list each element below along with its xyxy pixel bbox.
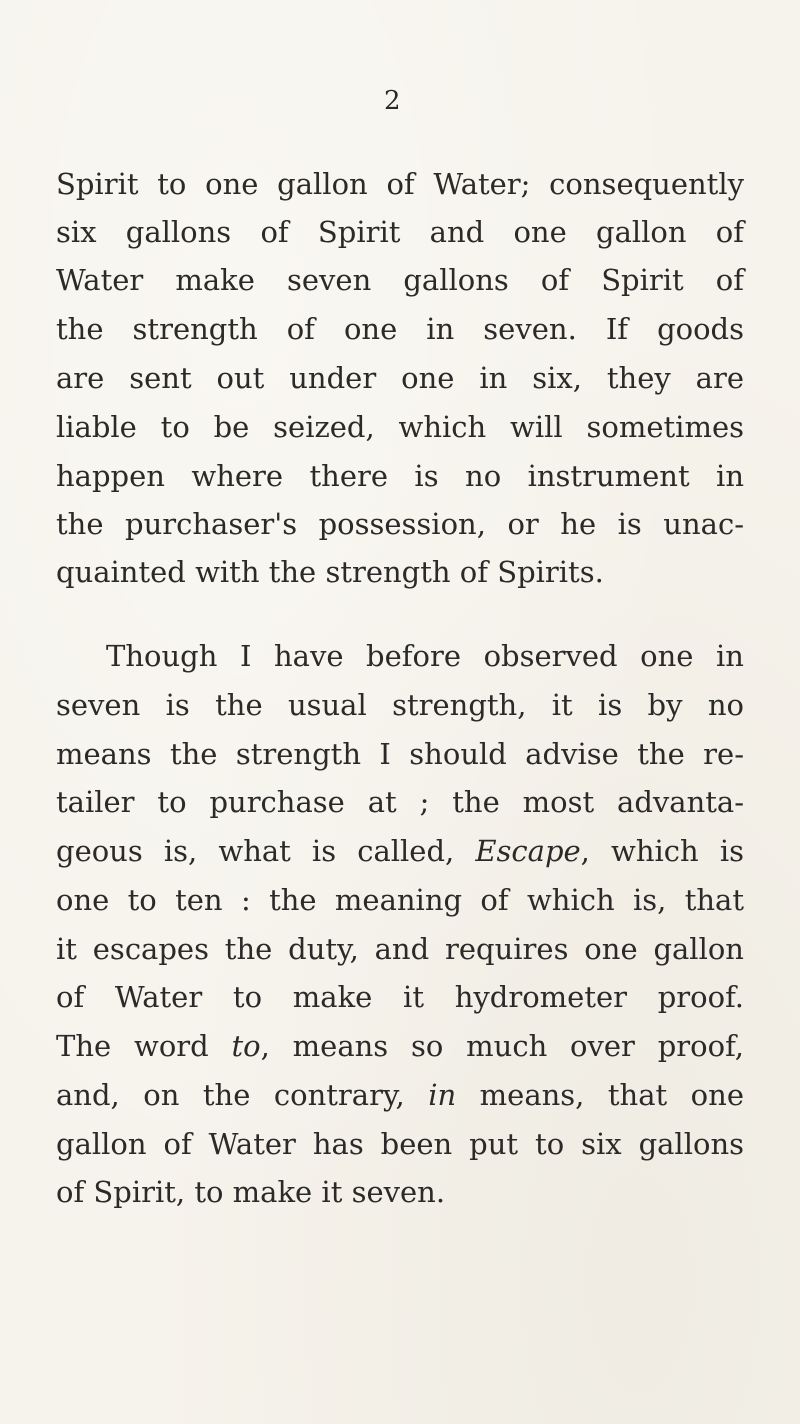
text-segment: , which is bbox=[580, 834, 744, 868]
italic-term-to: to bbox=[231, 1029, 261, 1063]
text-line: happen where there is no instrument in bbox=[56, 459, 744, 493]
text-line: the strength of one in seven. If goods bbox=[56, 312, 744, 346]
text-line bbox=[56, 1029, 744, 1063]
text-line: liable to be seized, which will sometimes bbox=[56, 410, 744, 444]
text-line: Though I have before observed one in bbox=[106, 639, 744, 673]
text-line bbox=[56, 834, 744, 868]
text-line: gallon of Water has been put to six gallons bbox=[56, 1127, 744, 1161]
text-segment: geous is, what is called, bbox=[56, 834, 476, 868]
text-line: it escapes the duty, and requires one gallon bbox=[56, 932, 744, 966]
text-line: one to ten : the meaning of which is, that bbox=[56, 883, 744, 917]
text-segment: , means so much over proof, bbox=[260, 1029, 744, 1063]
text-segment: and, on the contrary, bbox=[56, 1078, 429, 1112]
text-line: of Water to make it hydrometer proof. bbox=[56, 980, 744, 1014]
italic-term-escape: Escape bbox=[475, 834, 581, 868]
text-line: the purchaser's possession, or he is unac- bbox=[56, 507, 744, 541]
text-line bbox=[56, 1078, 744, 1112]
text-line: are sent out under one in six, they are bbox=[56, 361, 744, 395]
text-line: Spirit to one gallon of Water; consequently bbox=[56, 167, 744, 201]
text-line: seven is the usual strength, it is by no bbox=[56, 688, 744, 722]
text-line: of Spirit, to make it seven. bbox=[56, 1175, 446, 1209]
text-segment: The word bbox=[56, 1029, 232, 1063]
text-line: quainted with the strength of Spirits. bbox=[56, 555, 604, 589]
text-segment: means, that one bbox=[456, 1078, 744, 1112]
italic-term-in: in bbox=[428, 1078, 457, 1112]
text-line: six gallons of Spirit and one gallon of bbox=[56, 215, 744, 249]
text-line: Water make seven gallons of Spirit of bbox=[56, 263, 744, 297]
page-number: 2 bbox=[384, 86, 401, 116]
text-line: means the strength I should advise the re- bbox=[56, 737, 744, 771]
text-line: tailer to purchase at ; the most advanta- bbox=[56, 785, 744, 819]
